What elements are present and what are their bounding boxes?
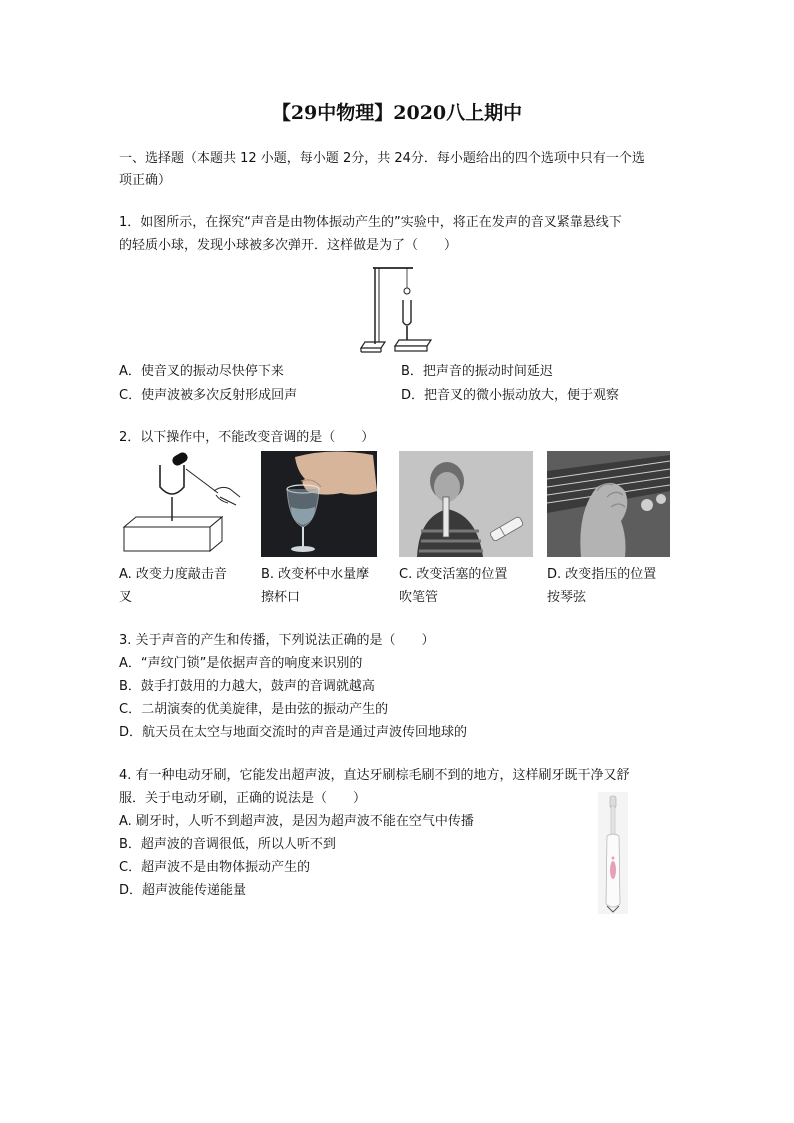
tuning-fork-pendulum-figure <box>355 262 435 358</box>
q1-option-d: D．把音叉的微小振动放大，便于观察 <box>401 388 620 403</box>
q1-option-c: C．使声波被多次反射形成回声 <box>119 388 298 403</box>
q2-option-c-line1: C. 改变活塞的位置 <box>399 567 508 582</box>
q3-stem: 3. 关于声音的产生和传播，下列说法正确的是（ ） <box>119 633 435 648</box>
q2-option-d-line1: D. 改变指压的位置 <box>547 567 657 582</box>
q3-option-d: D．航天员在太空与地面交流时的声音是通过声波传回地球的 <box>119 725 468 740</box>
section-heading-line2: 项正确） <box>119 173 172 188</box>
q2-image-b-glass-photo <box>261 451 377 557</box>
q2-stem: 2．以下操作中，不能改变音调的是（ ） <box>119 430 375 445</box>
q2-image-c-pipe-photo <box>399 451 533 557</box>
section-heading-line1: 一、选择题（本题共 12 小题，每小题 2分，共 24分．每小题给出的四个选项中只有一个选 <box>119 151 645 166</box>
q4-option-a: A. 刷牙时，人听不到超声波，是因为超声波不能在空气中传播 <box>119 814 474 829</box>
q2-option-a-line1: A. 改变力度敲击音 <box>119 567 227 582</box>
finger-glass-illustration <box>261 451 377 557</box>
q2-option-c-line2: 吹笔管 <box>399 590 439 605</box>
q3-option-c: C．二胡演奏的优美旋律，是由弦的振动产生的 <box>119 702 389 717</box>
q4-option-c: C．超声波不是由物体振动产生的 <box>119 860 311 875</box>
q3-option-a: A．“声纹门锁”是依据声音的响度来识别的 <box>119 656 363 671</box>
q4-stem-line2: 服．关于电动牙刷，正确的说法是（ ） <box>119 791 367 806</box>
q4-option-d: D．超声波能传递能量 <box>119 883 247 898</box>
q2-option-b-line1: B. 改变杯中水量摩 <box>261 567 370 582</box>
q2-option-b-line2: 擦杯口 <box>261 590 301 605</box>
guitar-hand-illustration <box>547 451 670 557</box>
q4-stem-line1: 4. 有一种电动牙刷，它能发出超声波，直达牙刷棕毛刷不到的地方，这样刷牙既干净又舒 <box>119 768 630 783</box>
boy-pipe-illustration <box>399 451 533 557</box>
q1-option-a: A．使音叉的振动尽快停下来 <box>119 364 284 379</box>
electric-toothbrush-image <box>598 792 628 914</box>
q1-stem-line2: 的轻质小球，发现小球被多次弹开．这样做是为了（ ） <box>119 238 458 253</box>
q2-image-d-guitar-photo <box>547 451 670 557</box>
q2-image-a-tuning-fork <box>120 451 246 557</box>
q2-option-d-line2: 按琴弦 <box>547 590 587 605</box>
q1-stem-line1: 1．如图所示，在探究“声音是由物体振动产生的”实验中，将正在发声的音叉紧靠悬线下 <box>119 215 622 230</box>
q2-option-a-line2: 叉 <box>119 590 133 605</box>
page-title: 【29中物理】2020八上期中 <box>271 102 523 124</box>
q1-option-b: B．把声音的振动时间延迟 <box>401 364 553 379</box>
q3-option-b: B．鼓手打鼓用的力越大，鼓声的音调就越高 <box>119 679 375 694</box>
q4-option-b: B．超声波的音调很低，所以人听不到 <box>119 837 336 852</box>
